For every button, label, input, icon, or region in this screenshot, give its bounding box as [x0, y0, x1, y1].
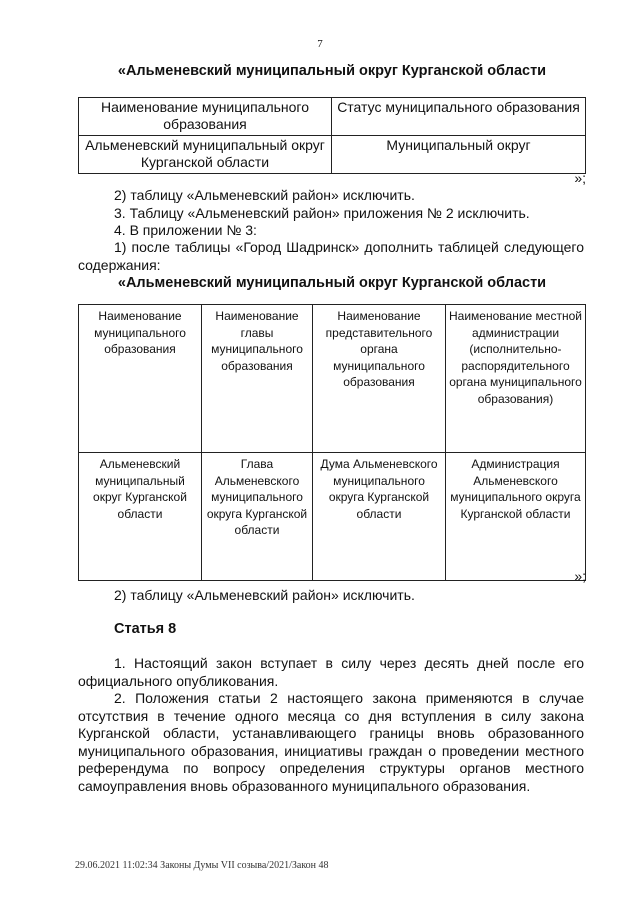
- table1-heading: «Альменевский муниципальный округ Курганской области: [117, 63, 547, 79]
- table-cell: Альменевский муниципальный округ Курганской области: [79, 453, 202, 581]
- article-paragraph: 2. Положения статьи 2 настоящего закона применяются в случае отсутствия в течение одного месяца со дня вступления в силу закона Курганской области, устанавливающего границы вновь образованного муниципального образования, инициативы граждан о проведении местного референдума по вопросу определения структуры органов местного самоуправления вновь образованного муниципального образования.: [78, 690, 584, 794]
- table-header-cell: Наименование главы муниципального образования: [202, 305, 313, 453]
- article-title: Статья 8: [114, 621, 177, 637]
- closing-quote: »;: [574, 568, 586, 584]
- table-header-cell: Наименование муниципального образования: [79, 98, 332, 136]
- table-header-cell: Наименование муниципального образования: [79, 305, 202, 453]
- table-row: [79, 136, 586, 174]
- table-header-cell: Наименование местной администрации (исполнительно-распорядительного органа муниципального образования): [446, 305, 586, 453]
- table-row: [79, 305, 586, 453]
- table2-heading: «Альменевский муниципальный округ Курганской области: [117, 275, 547, 291]
- table-cell: Альменевский муниципальный округ Курганской области: [79, 136, 332, 174]
- organs-table: [78, 304, 586, 581]
- item-2: 2) таблицу «Альменевский район» исключить.: [114, 187, 415, 203]
- footer: 29.06.2021 11:02:34 Законы Думы VII созыва/2021/Закон 48: [75, 860, 329, 871]
- table-header-cell: Наименование представительного органа муниципального образования: [313, 305, 446, 453]
- table-row: [79, 98, 586, 136]
- page-number: 7: [317, 38, 323, 50]
- article-paragraph: 1. Настоящий закон вступает в силу через десять дней после его официального опубликования.: [78, 655, 584, 689]
- item-4-1: 1) после таблицы «Город Шадринск» дополнить таблицей следующего содержания:: [78, 239, 584, 273]
- table-row: [79, 453, 586, 581]
- item-4-2: 2) таблицу «Альменевский район» исключить.: [114, 587, 415, 603]
- status-table: [78, 97, 586, 174]
- table-cell: Муниципальный округ: [332, 136, 586, 174]
- table-cell: Дума Альменевского муниципального округа Курганской области: [313, 453, 446, 581]
- item-4: 4. В приложении № 3:: [114, 222, 257, 238]
- table-header-cell: Статус муниципального образования: [332, 98, 586, 136]
- item-3: 3. Таблицу «Альменевский район» приложения № 2 исключить.: [114, 205, 530, 221]
- table-cell: Глава Альменевского муниципального округа Курганской области: [202, 453, 313, 581]
- table-cell: Администрация Альменевского муниципального округа Курганской области: [446, 453, 586, 581]
- closing-quote: »;: [574, 170, 586, 186]
